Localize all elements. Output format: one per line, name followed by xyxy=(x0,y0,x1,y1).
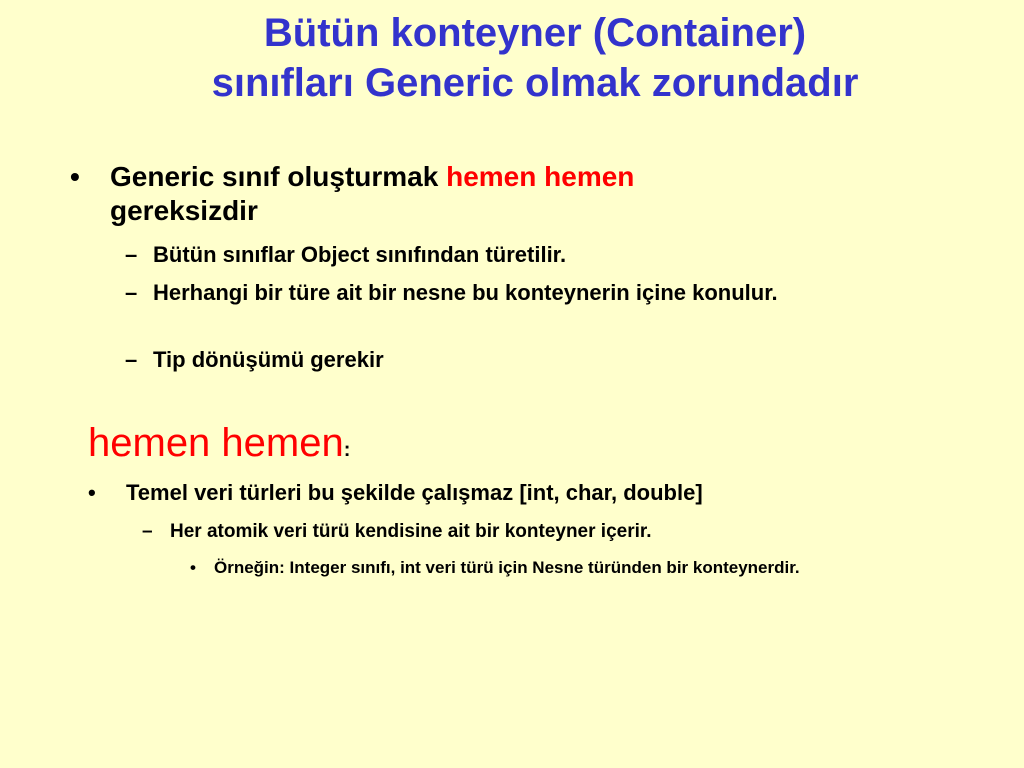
bullet-marker: • xyxy=(190,558,196,577)
sub-sub-bullet-text: Örneğin: Integer sınıfı, int veri türü için Nesne türünden bir konteynerdir. xyxy=(214,558,800,577)
sub-bullet-text: Herhangi bir türe ait bir nesne bu konteynerin içine konulur. xyxy=(153,280,778,305)
sub-sub-bullet-example xyxy=(190,554,870,581)
title-line-2: sınıfları Generic olmak zorundadır xyxy=(211,61,859,105)
bullet-marker: • xyxy=(88,480,96,505)
bullet-generic-class xyxy=(70,160,790,228)
dash-marker: – xyxy=(125,280,138,305)
bullet-primitive-types xyxy=(88,478,948,508)
sub-bullet-type-cast xyxy=(125,345,885,375)
dash-marker: – xyxy=(142,521,153,542)
title-line-1: Bütün konteyner (Container) xyxy=(263,11,807,55)
bullet-highlight: hemen hemen xyxy=(446,161,635,192)
bullet-text-tail: gereksizdir xyxy=(110,195,258,226)
sub-bullet-wrapper xyxy=(142,518,942,546)
bullet-text xyxy=(110,160,790,228)
bullet-text-lead: Generic sınıf oluşturmak xyxy=(110,161,447,192)
sub-bullet-text: Her atomik veri türü kendisine ait bir konteyner içerir. xyxy=(170,521,652,542)
sub-bullet-text: Tip dönüşümü gerekir xyxy=(153,347,384,372)
subheading-colon: : xyxy=(343,439,351,461)
dash-marker: – xyxy=(125,242,138,267)
dash-marker: – xyxy=(125,347,138,372)
bullet-text: Temel veri türleri bu şekilde çalışmaz [int, char, double] xyxy=(126,480,703,505)
sub-bullet-any-type xyxy=(125,278,885,308)
sub-bullet-text: Bütün sınıflar Object sınıfından türetilir. xyxy=(153,242,567,267)
sub-bullet-object xyxy=(125,240,885,270)
subheading-almost xyxy=(88,418,350,475)
slide-title xyxy=(60,8,1010,108)
bullet-marker: • xyxy=(70,161,80,192)
subheading-text: hemen hemen xyxy=(88,421,344,465)
